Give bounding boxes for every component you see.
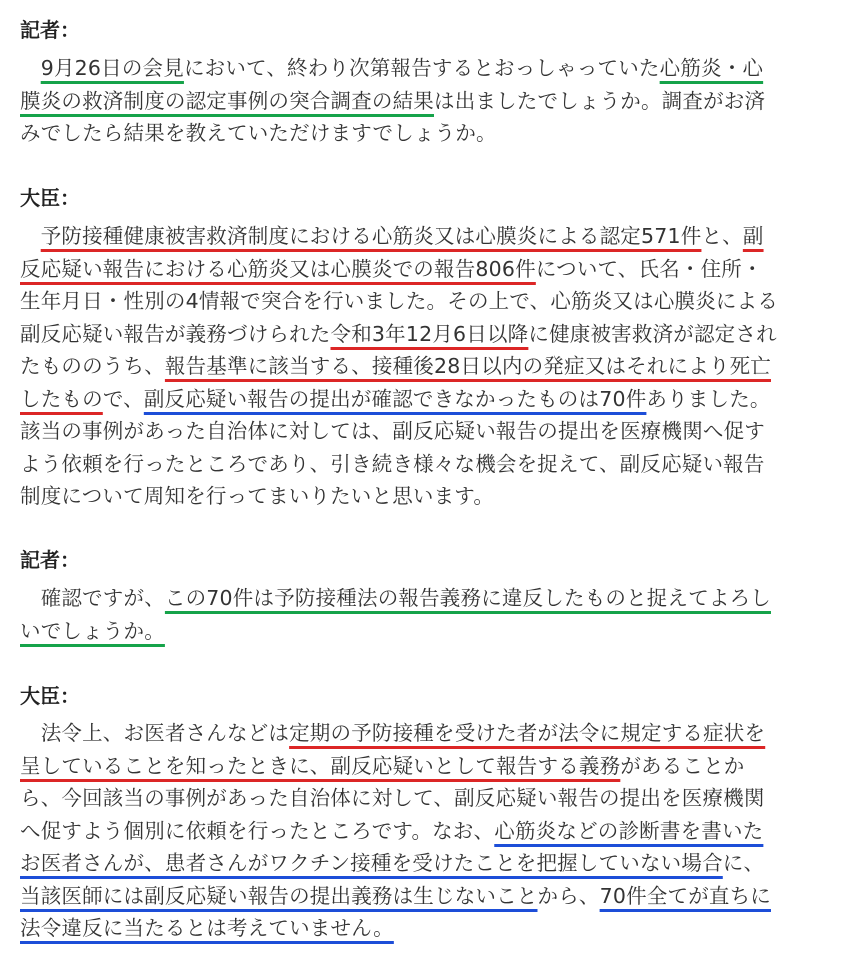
blue-underlined-text: 70件全てが直ちに <box>599 883 771 908</box>
minister-answer-2 <box>20 717 810 945</box>
text-segment: と、 <box>701 224 743 248</box>
speaker-label-minister-2: 大臣： <box>20 684 80 708</box>
text-line <box>20 582 810 615</box>
text-line <box>20 615 810 648</box>
red-underlined-text: したもの <box>20 386 103 411</box>
red-underlined-text: 反応疑い報告における心筋炎又は心膜炎での報告806件 <box>20 256 536 281</box>
text-segment: 確認ですが、 <box>20 586 165 610</box>
text-line <box>20 285 810 318</box>
blue-underlined-text: 法令違反に当たるとは考えていません。 <box>20 916 394 940</box>
blue-underlined-text: 当該医師には副反応疑い報告の提出義務は生じないこと <box>20 883 538 908</box>
text-segment: たもののうち、 <box>20 354 165 378</box>
text-segment: に、 <box>722 851 765 875</box>
text-line <box>20 318 810 351</box>
text-segment: 制度について周知を行ってまいりたいと思います。 <box>20 484 495 508</box>
green-underlined-text: 9月26日の会見 <box>40 56 184 80</box>
text-segment: において、終わり次第報告するとおっしゃっていた <box>183 56 660 80</box>
text-segment: ら、今回該当の事例があった自治体に対して、副反応疑い報告の提出を医療機関 <box>20 786 765 810</box>
text-line <box>20 782 810 815</box>
reporter-question-2 <box>20 582 810 647</box>
reporter-question-1 <box>20 52 810 150</box>
blue-underlined-text: 副反応疑い報告の提出が確認できなかったものは70件 <box>143 386 647 411</box>
text-line <box>20 480 810 513</box>
text-line <box>20 880 810 913</box>
text-segment: で、 <box>102 386 144 411</box>
text-segment <box>20 56 41 80</box>
red-underlined-text: 呈していることを知ったときに、副反応疑いとして報告する義務 <box>20 753 621 778</box>
text-segment <box>20 224 41 248</box>
text-line <box>20 52 810 85</box>
text-segment: は出ましたでしょうか。調査がお済 <box>434 88 766 113</box>
red-underlined-text: 令和3年12月6日以降 <box>330 321 529 346</box>
text-line <box>20 750 810 783</box>
text-segment: みでしたら結果を教えていただけますでしょうか。 <box>20 121 497 145</box>
text-line <box>20 253 810 286</box>
text-segment: 法令上、お医者さんなどは <box>20 721 290 745</box>
red-underlined-text: 報告基準に該当する、接種後28日以内の発症又はそれにより死亡 <box>164 354 771 378</box>
green-underlined-text: この70件は予防接種法の報告義務に違反したものと捉えてよろし <box>164 586 771 610</box>
text-segment: ありました。 <box>646 386 771 411</box>
text-line <box>20 415 810 448</box>
speaker-label-minister-1: 大臣： <box>20 186 80 210</box>
speaker-label-reporter-2: 記者： <box>20 548 80 572</box>
red-underlined-text: 予防接種健康被害救済制度における心筋炎又は心膜炎による認定571件 <box>40 224 702 248</box>
red-underlined-text: 定期の予防接種を受けた者が法令に規定する症状を <box>289 721 766 745</box>
green-underlined-text: いでしょうか。 <box>20 618 165 643</box>
text-segment: よう依頼を行ったところであり、引き続き様々な機会を捉えて、副反応疑い報告 <box>20 451 765 476</box>
red-underlined-text: 副 <box>742 224 764 248</box>
text-line <box>20 383 810 416</box>
text-line <box>20 220 810 253</box>
text-segment: 副反応疑い報告が義務づけられた <box>20 321 331 346</box>
text-line <box>20 350 810 383</box>
blue-underlined-text: 心筋炎などの診断書を書いた <box>494 818 764 843</box>
text-line <box>20 815 810 848</box>
text-segment: について、氏名・住所・ <box>535 256 763 281</box>
text-line <box>20 85 810 118</box>
text-line <box>20 717 810 750</box>
text-line <box>20 912 810 945</box>
minister-answer-1 <box>20 220 810 513</box>
green-underlined-text: 心筋炎・心 <box>659 56 764 80</box>
text-segment: に健康被害救済が認定され <box>528 321 777 346</box>
text-segment: から、 <box>537 883 600 908</box>
text-segment: 生年月日・性別の4情報で突合を行いました。その上で、心筋炎又は心膜炎による <box>20 289 779 313</box>
green-underlined-text: 膜炎の救済制度の認定事例の突合調査の結果 <box>20 88 434 113</box>
text-segment: 該当の事例があった自治体に対しては、副反応疑い報告の提出を医療機関へ促す <box>20 419 765 443</box>
text-segment: があることか <box>620 753 745 778</box>
speaker-label-reporter-1: 記者： <box>20 18 80 42</box>
text-line <box>20 448 810 481</box>
blue-underlined-text: お医者さんが、患者さんがワクチン接種を受けたことを把握していない場合 <box>20 851 723 875</box>
text-segment: へ促すよう個別に依頼を行ったところです。なお、 <box>20 818 495 843</box>
text-line <box>20 847 810 880</box>
text-line <box>20 117 810 150</box>
